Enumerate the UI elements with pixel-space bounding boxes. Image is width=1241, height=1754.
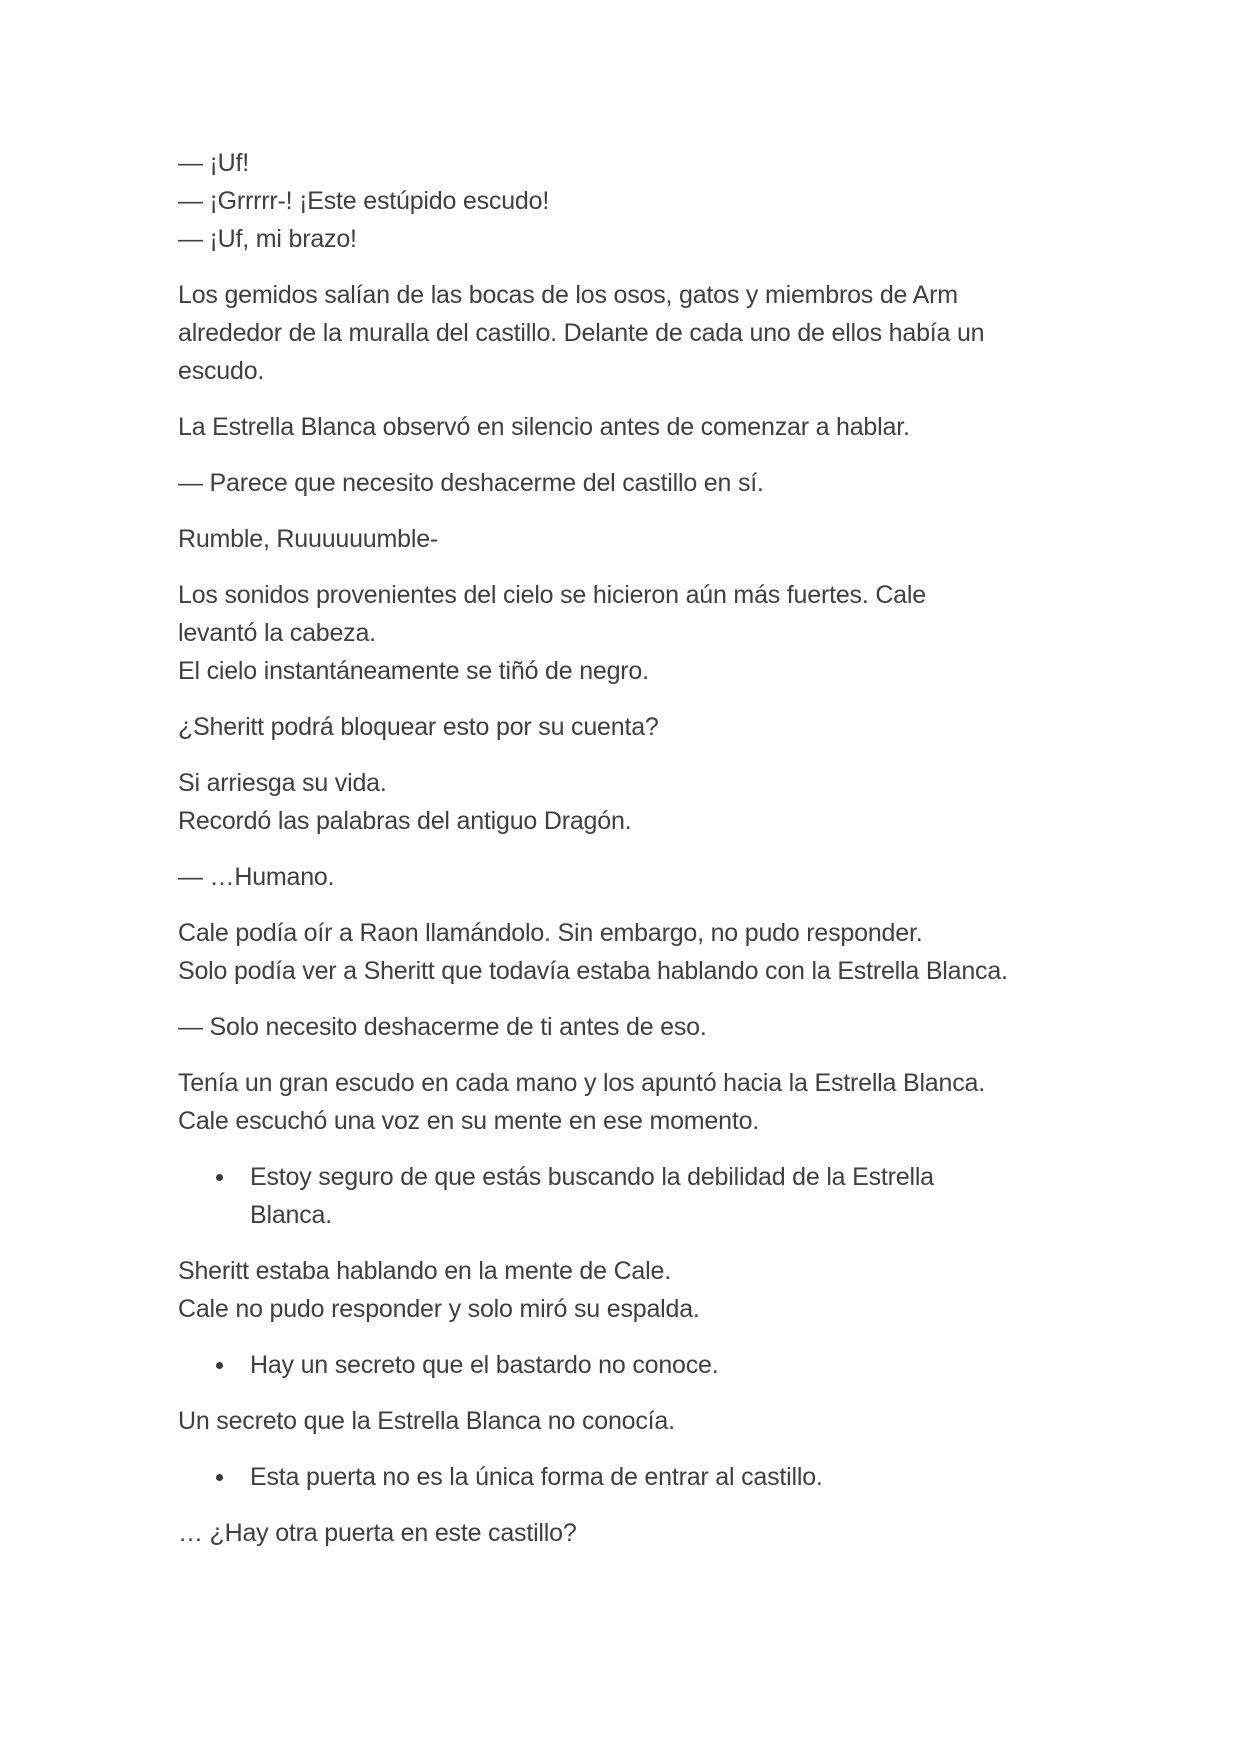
text-line: Cale podía oír a Raon llamándolo. Sin embargo, no pudo responder.	[178, 919, 923, 947]
text-line: — ¡Uf, mi brazo!	[178, 225, 357, 253]
bullet-icon	[216, 1362, 223, 1369]
text-line: El cielo instantáneamente se tiñó de negro.	[178, 657, 649, 685]
page-content	[178, 144, 1068, 1552]
text-line: ¿Sheritt podrá bloquear esto por su cuenta?	[178, 713, 659, 741]
text-line: Blanca.	[250, 1201, 332, 1229]
text-line: — Parece que necesito deshacerme del castillo en sí.	[178, 469, 764, 497]
text-line: escudo.	[178, 357, 265, 385]
text-line: Sheritt estaba hablando en la mente de Cale.	[178, 1257, 671, 1285]
paragraph	[178, 144, 1068, 258]
text-line: — ¡Uf!	[178, 149, 250, 177]
text-line: Cale no pudo responder y solo miró su espalda.	[178, 1295, 700, 1323]
text-line: — …Humano.	[178, 863, 335, 891]
text-line: — Solo necesito deshacerme de ti antes de eso.	[178, 1013, 707, 1041]
text-line: Si arriesga su vida.	[178, 769, 387, 797]
bullet-item	[178, 1458, 1068, 1496]
paragraph	[178, 1514, 1068, 1552]
paragraph	[178, 764, 1068, 840]
text-line: Hay un secreto que el bastardo no conoce.	[250, 1351, 719, 1379]
paragraph	[178, 520, 1068, 558]
text-line: Rumble, Ruuuuuumble-	[178, 525, 439, 553]
paragraph	[178, 276, 1068, 390]
bullet-icon	[216, 1174, 223, 1181]
text-line: alrededor de la muralla del castillo. Delante de cada uno de ellos había un	[178, 319, 985, 347]
paragraph	[178, 708, 1068, 746]
text-line: levantó la cabeza.	[178, 619, 376, 647]
text-line: … ¿Hay otra puerta en este castillo?	[178, 1519, 577, 1547]
text-line: Cale escuchó una voz en su mente en ese momento.	[178, 1107, 760, 1135]
text-line: Solo podía ver a Sheritt que todavía estaba hablando con la Estrella Blanca.	[178, 957, 1008, 985]
paragraph	[178, 858, 1068, 896]
text-line: La Estrella Blanca observó en silencio antes de comenzar a hablar.	[178, 413, 910, 441]
bullet-item	[178, 1346, 1068, 1384]
paragraph	[178, 1008, 1068, 1046]
bullet-item	[178, 1158, 1068, 1234]
text-line: — ¡Grrrrr-! ¡Este estúpido escudo!	[178, 187, 550, 215]
paragraph	[178, 1402, 1068, 1440]
paragraph	[178, 576, 1068, 690]
text-line: Un secreto que la Estrella Blanca no conocía.	[178, 1407, 675, 1435]
text-line: Estoy seguro de que estás buscando la debilidad de la Estrella	[250, 1163, 934, 1191]
paragraph	[178, 1252, 1068, 1328]
text-line: Los gemidos salían de las bocas de los osos, gatos y miembros de Arm	[178, 281, 958, 309]
text-line: Los sonidos provenientes del cielo se hicieron aún más fuertes. Cale	[178, 581, 926, 609]
paragraph	[178, 408, 1068, 446]
text-line: Recordó las palabras del antiguo Dragón.	[178, 807, 632, 835]
paragraph	[178, 914, 1068, 990]
text-line: Tenía un gran escudo en cada mano y los apuntó hacia la Estrella Blanca.	[178, 1069, 985, 1097]
text-line: Esta puerta no es la única forma de entrar al castillo.	[250, 1463, 823, 1491]
paragraph	[178, 1064, 1068, 1140]
bullet-icon	[216, 1474, 223, 1481]
paragraph	[178, 464, 1068, 502]
